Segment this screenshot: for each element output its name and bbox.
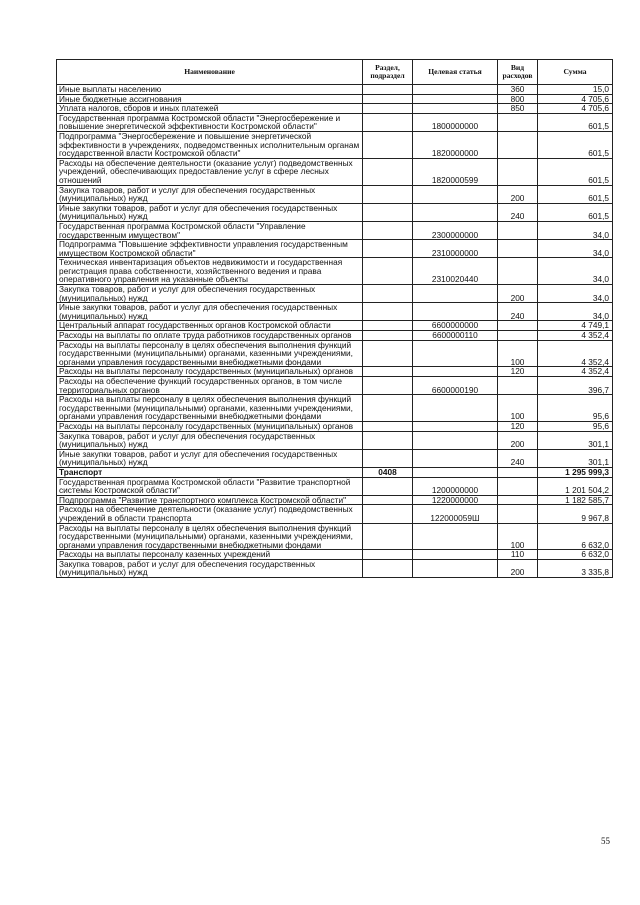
cell-target	[413, 550, 498, 560]
cell-expense	[498, 505, 538, 523]
cell-name: Иные закупки товаров, работ и услуг для обеспечения государственных (муниципальных) нужд	[57, 449, 363, 467]
cell-sum: 601,5	[538, 131, 613, 158]
cell-sum: 601,5	[538, 203, 613, 221]
header-section: Раздел, подраздел	[363, 60, 413, 85]
cell-sum: 34,0	[538, 258, 613, 285]
table-row	[57, 94, 613, 104]
cell-section	[363, 340, 413, 367]
cell-sum: 4 352,4	[538, 340, 613, 367]
cell-name: Иные закупки товаров, работ и услуг для обеспечения государственных (муниципальных) нужд	[57, 303, 363, 321]
cell-name: Закупка товаров, работ и услуг для обеспечения государственных (муниципальных) нужд	[57, 185, 363, 203]
cell-expense	[498, 258, 538, 285]
cell-section	[363, 131, 413, 158]
cell-expense	[498, 158, 538, 185]
cell-section	[363, 85, 413, 95]
cell-section	[363, 321, 413, 331]
cell-section	[363, 185, 413, 203]
table-row	[57, 467, 613, 477]
table-row	[57, 85, 613, 95]
cell-target: 122000059Ш	[413, 505, 498, 523]
cell-section	[363, 158, 413, 185]
cell-sum: 6 632,0	[538, 550, 613, 560]
table-row	[57, 131, 613, 158]
cell-section	[363, 550, 413, 560]
budget-table	[56, 59, 613, 578]
cell-expense: 120	[498, 367, 538, 377]
table-row	[57, 377, 613, 395]
cell-sum: 301,1	[538, 431, 613, 449]
cell-expense	[498, 131, 538, 158]
cell-expense	[498, 321, 538, 331]
cell-target: 6600000190	[413, 377, 498, 395]
table-row	[57, 431, 613, 449]
cell-section	[363, 258, 413, 285]
cell-sum: 4 749,1	[538, 321, 613, 331]
table-row	[57, 258, 613, 285]
cell-sum: 601,5	[538, 158, 613, 185]
cell-name: Подпрограмма "Развитие транспортного комплекса Костромской области"	[57, 495, 363, 505]
cell-expense	[498, 221, 538, 239]
cell-sum: 3 335,8	[538, 559, 613, 577]
cell-name: Расходы на выплаты по оплате труда работников государственных органов	[57, 331, 363, 341]
cell-name: Расходы на выплаты персоналу в целях обеспечения выполнения функций государственными (муниципальными) органами, казенными учреждениями, органами управления государственными внебюджетными фондами	[57, 523, 363, 550]
cell-target: 6600000000	[413, 321, 498, 331]
cell-name: Подпрограмма "Повышение эффективности управления государственным имуществом Костромской области"	[57, 240, 363, 258]
table-row	[57, 240, 613, 258]
cell-name: Расходы на выплаты персоналу в целях обеспечения выполнения функций государственными (муниципальными) органами, казенными учреждениями, органами управления государственными внебюджетными фондами	[57, 395, 363, 422]
table-row	[57, 523, 613, 550]
cell-expense: 240	[498, 303, 538, 321]
cell-section	[363, 240, 413, 258]
cell-target: 2310020440	[413, 258, 498, 285]
header-expense: Вид расходов	[498, 60, 538, 85]
cell-sum: 95,6	[538, 395, 613, 422]
cell-name: Расходы на выплаты персоналу в целях обеспечения выполнения функций государственными (муниципальными) органами, казенными учреждениями, органами управления государственными внебюджетными фондами	[57, 340, 363, 367]
cell-name: Иные бюджетные ассигнования	[57, 94, 363, 104]
cell-target	[413, 431, 498, 449]
cell-target	[413, 467, 498, 477]
cell-target	[413, 303, 498, 321]
cell-name: Иные выплаты населению	[57, 85, 363, 95]
cell-name: Расходы на обеспечение функций государственных органов, в том числе территориальных органов	[57, 377, 363, 395]
cell-expense: 110	[498, 550, 538, 560]
table-row	[57, 421, 613, 431]
cell-section	[363, 449, 413, 467]
cell-sum: 601,5	[538, 185, 613, 203]
cell-expense: 200	[498, 185, 538, 203]
cell-name: Государственная программа Костромской области "Управление государственным имуществом"	[57, 221, 363, 239]
cell-expense	[498, 113, 538, 131]
cell-sum: 1 295 999,3	[538, 467, 613, 477]
cell-name: Государственная программа Костромской области "Энергосбережение и повышение энергетической эффективности Костромской области"	[57, 113, 363, 131]
cell-sum: 4 352,4	[538, 331, 613, 341]
cell-target	[413, 367, 498, 377]
cell-sum: 1 201 504,2	[538, 477, 613, 495]
cell-name: Закупка товаров, работ и услуг для обеспечения государственных (муниципальных) нужд	[57, 559, 363, 577]
cell-name: Расходы на выплаты персоналу казенных учреждений	[57, 550, 363, 560]
header-target: Целевая статья	[413, 60, 498, 85]
cell-sum: 34,0	[538, 240, 613, 258]
cell-section	[363, 367, 413, 377]
cell-sum: 9 967,8	[538, 505, 613, 523]
page-number: 55	[601, 836, 610, 846]
cell-sum: 301,1	[538, 449, 613, 467]
cell-section	[363, 285, 413, 303]
cell-name: Государственная программа Костромской области "Развитие транспортной системы Костромской области"	[57, 477, 363, 495]
cell-target: 1820000599	[413, 158, 498, 185]
table-row	[57, 340, 613, 367]
table-row	[57, 505, 613, 523]
cell-name: Расходы на обеспечение деятельности (оказание услуг) подведомственных учреждений в области транспорта	[57, 505, 363, 523]
cell-sum: 4 705,6	[538, 94, 613, 104]
table-row	[57, 449, 613, 467]
cell-sum: 1 182 585,7	[538, 495, 613, 505]
cell-expense: 120	[498, 421, 538, 431]
table-body	[57, 85, 613, 578]
cell-sum: 6 632,0	[538, 523, 613, 550]
cell-section	[363, 113, 413, 131]
cell-section	[363, 505, 413, 523]
cell-name: Подпрограмма "Энергосбережение и повышение энергетической эффективности в учреждениях, подведомственных исполнительным органам государственной власти Костромской области"	[57, 131, 363, 158]
cell-section	[363, 431, 413, 449]
cell-name: Транспорт	[57, 467, 363, 477]
table-header-row	[57, 60, 613, 85]
cell-section: 0408	[363, 467, 413, 477]
cell-sum: 4 705,6	[538, 104, 613, 114]
cell-name: Иные закупки товаров, работ и услуг для обеспечения государственных (муниципальных) нужд	[57, 203, 363, 221]
cell-sum: 34,0	[538, 303, 613, 321]
cell-name: Уплата налогов, сборов и иных платежей	[57, 104, 363, 114]
cell-expense: 200	[498, 285, 538, 303]
cell-sum: 601,5	[538, 113, 613, 131]
cell-expense: 800	[498, 94, 538, 104]
table-row	[57, 221, 613, 239]
table-row	[57, 559, 613, 577]
cell-expense: 360	[498, 85, 538, 95]
cell-expense	[498, 377, 538, 395]
cell-sum: 34,0	[538, 285, 613, 303]
cell-target: 1800000000	[413, 113, 498, 131]
cell-target	[413, 559, 498, 577]
cell-target	[413, 94, 498, 104]
cell-target	[413, 340, 498, 367]
cell-name: Расходы на выплаты персоналу государственных (муниципальных) органов	[57, 367, 363, 377]
cell-target	[413, 421, 498, 431]
cell-expense: 240	[498, 449, 538, 467]
cell-expense: 850	[498, 104, 538, 114]
cell-sum: 15,0	[538, 85, 613, 95]
cell-expense: 100	[498, 395, 538, 422]
table-row	[57, 331, 613, 341]
cell-expense: 200	[498, 559, 538, 577]
cell-section	[363, 303, 413, 321]
cell-sum: 396,7	[538, 377, 613, 395]
cell-section	[363, 395, 413, 422]
cell-section	[363, 421, 413, 431]
cell-target: 1200000000	[413, 477, 498, 495]
cell-section	[363, 377, 413, 395]
cell-name: Расходы на обеспечение деятельности (оказание услуг) подведомственных учреждений, обеспечивающих предоставление услуг в сфере лесных отношений	[57, 158, 363, 185]
cell-target	[413, 285, 498, 303]
cell-expense	[498, 477, 538, 495]
table-row	[57, 203, 613, 221]
cell-sum: 34,0	[538, 221, 613, 239]
cell-target	[413, 203, 498, 221]
cell-expense: 240	[498, 203, 538, 221]
table-row	[57, 321, 613, 331]
cell-target	[413, 104, 498, 114]
cell-target	[413, 449, 498, 467]
cell-target	[413, 185, 498, 203]
cell-section	[363, 203, 413, 221]
cell-expense	[498, 467, 538, 477]
table-row	[57, 285, 613, 303]
cell-expense: 100	[498, 340, 538, 367]
cell-expense	[498, 331, 538, 341]
cell-target	[413, 395, 498, 422]
table-row	[57, 367, 613, 377]
cell-section	[363, 331, 413, 341]
table-row	[57, 303, 613, 321]
cell-name: Закупка товаров, работ и услуг для обеспечения государственных (муниципальных) нужд	[57, 285, 363, 303]
cell-target: 1220000000	[413, 495, 498, 505]
cell-target: 2300000000	[413, 221, 498, 239]
table-row	[57, 158, 613, 185]
table-row	[57, 395, 613, 422]
table-row	[57, 477, 613, 495]
cell-expense	[498, 495, 538, 505]
cell-target	[413, 85, 498, 95]
cell-section	[363, 477, 413, 495]
header-sum: Сумма	[538, 60, 613, 85]
cell-section	[363, 104, 413, 114]
cell-name: Техническая инвентаризация объектов недвижимости и государственная регистрация права собственности, хозяйственного ведения и права оперативного управления на указанные объекты	[57, 258, 363, 285]
table-row	[57, 550, 613, 560]
cell-sum: 4 352,4	[538, 367, 613, 377]
cell-section	[363, 94, 413, 104]
cell-expense	[498, 240, 538, 258]
cell-section	[363, 221, 413, 239]
cell-section	[363, 495, 413, 505]
cell-target: 2310000000	[413, 240, 498, 258]
cell-target: 1820000000	[413, 131, 498, 158]
cell-target	[413, 523, 498, 550]
header-name: Наименование	[57, 60, 363, 85]
table-row	[57, 495, 613, 505]
table-row	[57, 113, 613, 131]
cell-name: Расходы на выплаты персоналу государственных (муниципальных) органов	[57, 421, 363, 431]
cell-sum: 95,6	[538, 421, 613, 431]
cell-name: Закупка товаров, работ и услуг для обеспечения государственных (муниципальных) нужд	[57, 431, 363, 449]
cell-section	[363, 559, 413, 577]
cell-section	[363, 523, 413, 550]
cell-expense: 100	[498, 523, 538, 550]
cell-expense: 200	[498, 431, 538, 449]
table-row	[57, 185, 613, 203]
cell-target: 6600000110	[413, 331, 498, 341]
cell-name: Центральный аппарат государственных органов Костромской области	[57, 321, 363, 331]
table-row	[57, 104, 613, 114]
